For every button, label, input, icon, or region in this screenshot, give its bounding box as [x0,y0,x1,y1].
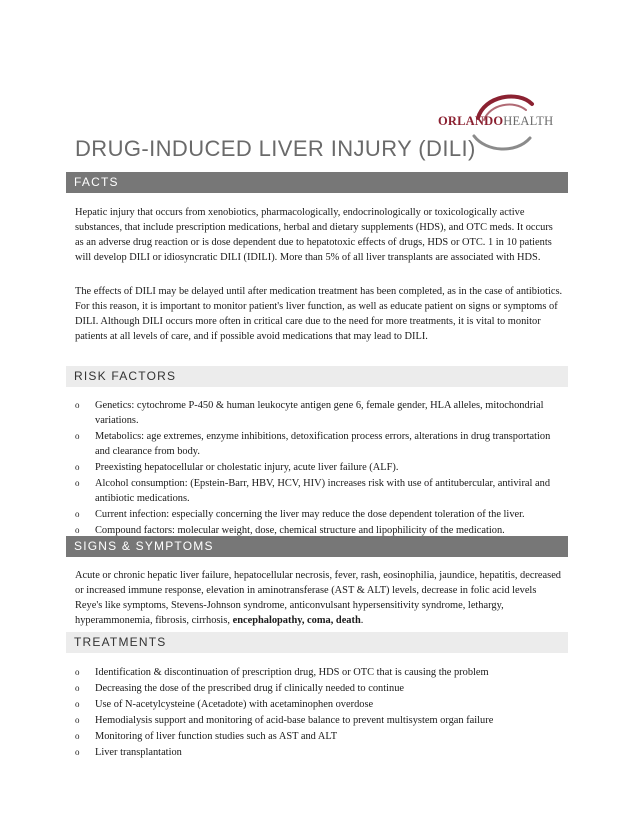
section-header-signs-symptoms: SIGNS & SYMPTOMS [66,536,568,557]
risk-factor-infection: Current infection: especially concerning the liver may reduce the dose dependent toleration of the liver. [95,509,525,520]
risk-factors-list [75,398,565,539]
section-header-treatments: TREATMENTS [66,632,568,653]
page-title: DRUG-INDUCED LIVER INJURY (DILI) [75,136,476,161]
treatment-item: Identification & discontinuation of prescription drug, HDS or OTC that is causing the problem [95,667,489,678]
bullet-icon: o [75,667,80,677]
bullet-icon: o [75,525,80,535]
list-item [75,429,565,459]
list-item [75,398,565,428]
bullet-icon: o [75,509,80,519]
bullet-icon: o [75,699,80,709]
treatments-list [75,665,565,761]
logo-text-orlando: ORLANDO [438,114,504,128]
risk-factor-metabolics: Metabolics: age extremes, enzyme inhibitions, detoxification process errors, alterations in drug transportation and clearance from body. [95,431,551,457]
risk-factor-genetics: Genetics: cytochrome P-450 & human leukocyte antigen gene 6, female gender, HLA alleles, mitochondrial variations. [95,400,544,426]
facts-paragraph-2: The effects of DILI may be delayed until after medication treatment has been completed, as in the case of antibiotics. For this reason, it is important to monitor patient's liver function, as well as educate patient on signs or symptoms of DILI. Although DILI occurs more often in critical care due to the need for more treatments, it is vital to monitor patients at all levels of care, and if possible avoid medications that may lead to DILI. [75,286,563,342]
bullet-icon: o [75,731,80,741]
list-item [75,665,565,680]
bullet-icon: o [75,431,80,441]
signs-symptoms-end: . [360,615,364,626]
signs-symptoms-text: Acute or chronic hepatic liver failure, hepatocellular necrosis, fever, rash, eosinophilia, jaundice, hepatitis, decreased or increased immune response, elevation in aminotransferase (AST & ALT) levels, decrease in folic acid levels Reye's like symptoms, Stevens-Johnson syndrome, anticonvulsant hypersensitivity syndrome, lethargy, hyperammonemia, fibrosis, cirrhosis, [75,570,562,626]
section-header-risk-factors: RISK FACTORS [66,366,568,387]
treatment-item: Decreasing the dose of the prescribed drug if clinically needed to continue [95,683,405,694]
risk-factor-compound: Compound factors: molecular weight, dose, chemical structure and lipophilicity of the medication. [95,525,505,536]
bullet-icon: o [75,715,80,725]
facts-paragraph-1: Hepatic injury that occurs from xenobiotics, pharmacologically, endocrinologically or toxicologically active substances, that include prescription medications, herbal and dietary supplements (HDS), and OTC meds. It occurs as an adverse drug reaction or is dose dependent due to hepatotoxic effects of drugs, HDS or OTC. 1 in 10 patients will develop DILI or idiosyncratic DILI (IDILI). More than 5% of all liver transplants are associated with HDS. [75,207,553,263]
bullet-icon: o [75,400,80,410]
bullet-icon: o [75,747,80,757]
list-item [75,697,565,712]
signs-symptoms-paragraph [75,568,563,628]
bullet-icon: o [75,478,80,488]
list-item [75,729,565,744]
signs-symptoms-bold: encephalopathy, coma, death [232,615,361,626]
bullet-icon: o [75,462,80,472]
risk-factor-preexisting: Preexisting hepatocellular or cholestatic injury, acute liver failure (ALF). [95,462,399,473]
list-item [75,681,565,696]
bullet-icon: o [75,683,80,693]
logo-text [438,114,562,129]
logo-text-health: HEALTH [503,114,554,128]
treatment-item: Use of N-acetylcysteine (Acetadote) with acetaminophen overdose [95,699,374,710]
treatment-item: Hemodialysis support and monitoring of acid-base balance to prevent multisystem organ failure [95,715,494,726]
section-header-facts: FACTS [66,172,568,193]
list-item [75,713,565,728]
list-item [75,745,565,760]
list-item [75,476,565,506]
risk-factor-alcohol: Alcohol consumption: (Epstein-Barr, HBV, HCV, HIV) increases risk with use of antitubercular, antiviral and antibiotic medications. [95,478,551,504]
treatment-item: Liver transplantation [95,747,182,758]
treatment-item: Monitoring of liver function studies such as AST and ALT [95,731,338,742]
list-item [75,507,565,522]
list-item [75,460,565,475]
